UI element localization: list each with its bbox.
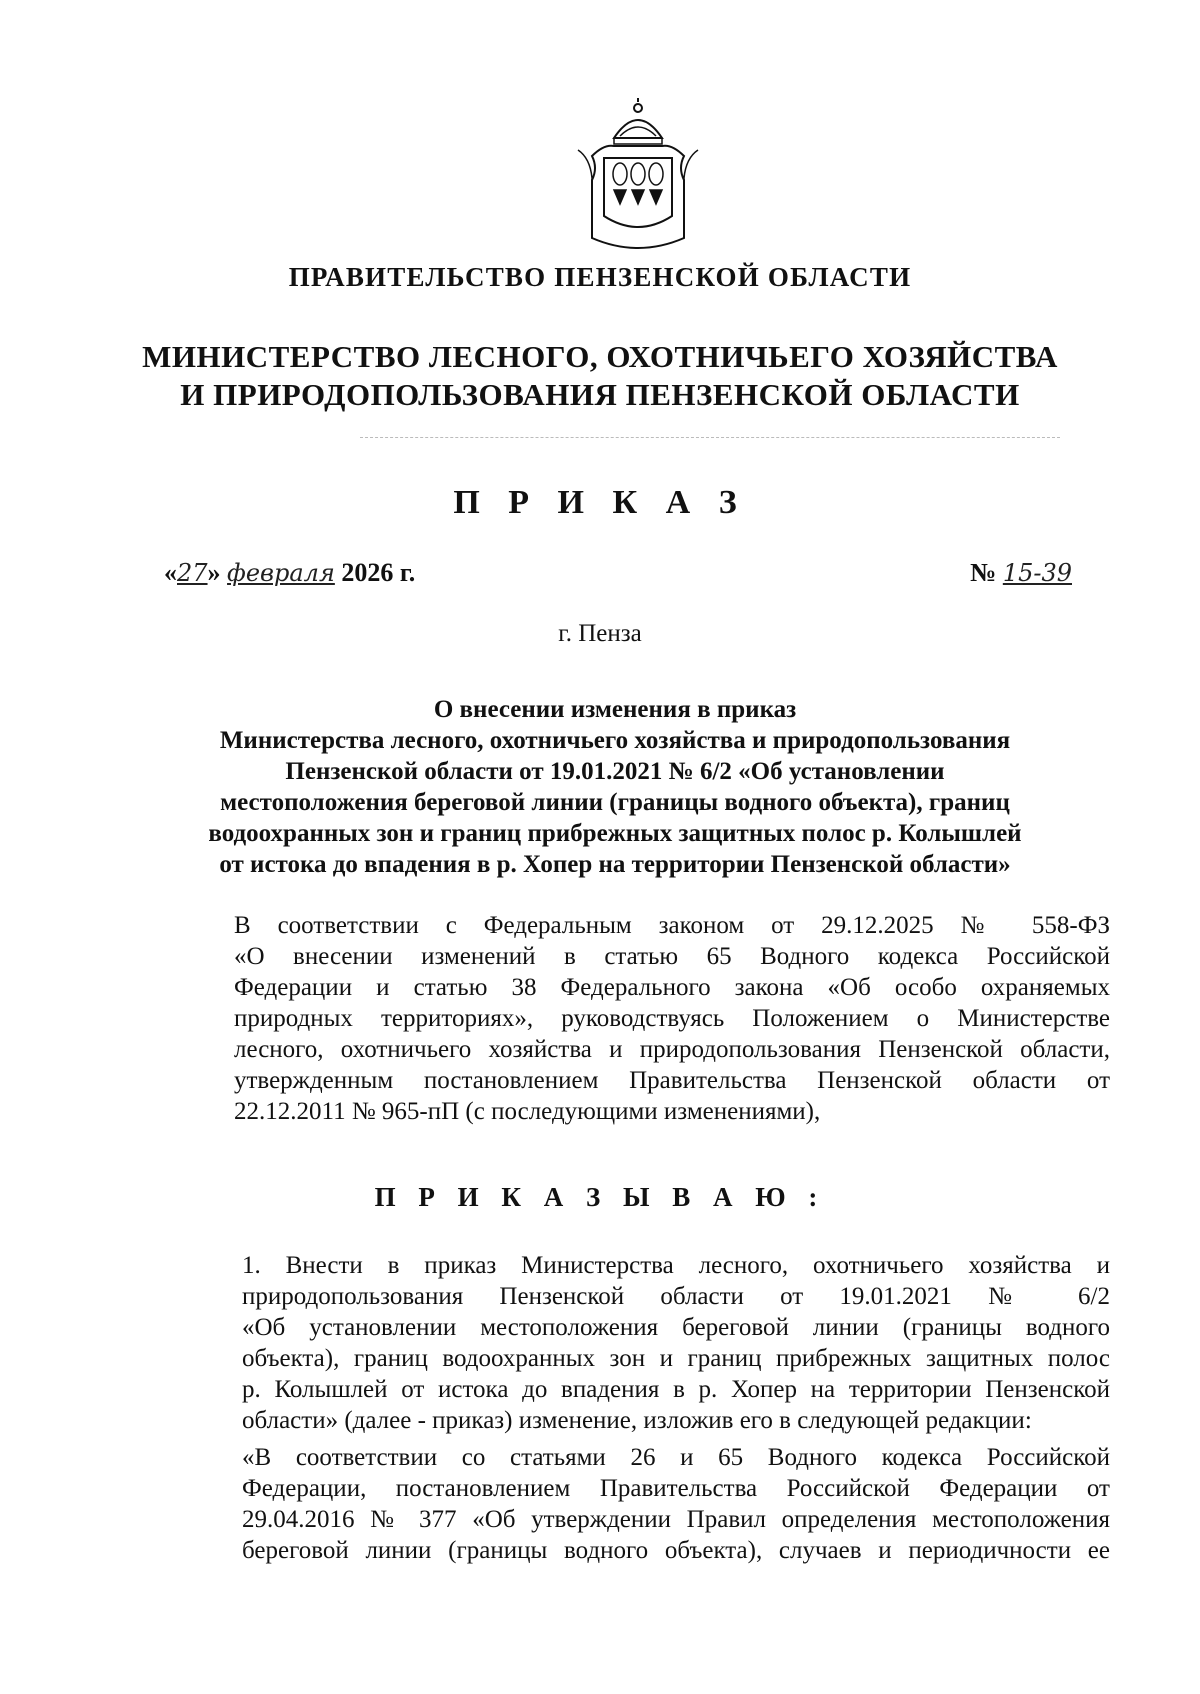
subject-line: местоположения береговой линии (границы водного объекта), границ bbox=[220, 789, 1010, 816]
government-heading: ПРАВИТЕЛЬСТВО ПЕНЗЕНСКОЙ ОБЛАСТИ bbox=[288, 262, 912, 292]
ministry-heading bbox=[0, 338, 1200, 414]
item-1-line: природопользования Пензенской области от 19.01.2021 № 6/2 bbox=[242, 1283, 1110, 1310]
item-1-new-text-line: береговой линии (границы водного объекта), случаев и периодичности ее bbox=[242, 1537, 1110, 1564]
ministry-heading-line: МИНИСТЕРСТВО ЛЕСНОГО, ОХОТНИЧЬЕГО ХОЗЯЙСТВА bbox=[142, 339, 1058, 374]
order-heading: П Р И К А З Ы В А Ю : bbox=[374, 1182, 826, 1212]
item-1-line: объекта), границ водоохранных зон и границ прибрежных защитных полос bbox=[242, 1345, 1110, 1372]
item-1-line: р. Колышлей от истока до впадения в р. Хопер на территории Пензенской bbox=[242, 1376, 1110, 1403]
ministry-heading-line: И ПРИРОДОПОЛЬЗОВАНИЯ ПЕНЗЕНСКОЙ ОБЛАСТИ bbox=[180, 377, 1020, 412]
item-1-new-text-line: «В соответствии со статьями 26 и 65 Водного кодекса Российской bbox=[242, 1444, 1110, 1471]
date-year: 2026 г. bbox=[341, 558, 416, 587]
date-open-quote: « bbox=[164, 558, 177, 587]
document-subject bbox=[150, 694, 1080, 880]
subject-line: Пензенской области от 19.01.2021 № 6/2 «Об установлении bbox=[285, 758, 945, 785]
preamble-line: В соответствии с Федеральным законом от 29.12.2025 № 558-ФЗ bbox=[234, 912, 1110, 939]
item-1-line: «Об установлении местоположения береговой линии (границы водного bbox=[242, 1314, 1110, 1341]
document-type-title: П Р И К А З bbox=[453, 484, 747, 521]
item-1-line: 1. Внести в приказ Министерства лесного, охотничьего хозяйства и bbox=[242, 1252, 1110, 1279]
item-1-line: области» (далее - приказ) изменение, изложив его в следующей редакции: bbox=[242, 1407, 1032, 1434]
subject-line: от истока до впадения в р. Хопер на территории Пензенской области» bbox=[219, 851, 1011, 878]
preamble-line: 22.12.2011 № 965-пП (с последующими изменениями), bbox=[234, 1098, 821, 1125]
preamble-line: лесного, охотничьего хозяйства и природопользования Пензенской области, bbox=[234, 1036, 1110, 1063]
preamble-line: утвержденным постановлением Правительства Пензенской области от bbox=[234, 1067, 1110, 1094]
item-1-new-text-line: 29.04.2016 № 377 «Об утверждении Правил определения местоположения bbox=[242, 1506, 1110, 1533]
header-divider bbox=[360, 437, 1060, 438]
subject-line: Министерства лесного, охотничьего хозяйства и природопользования bbox=[219, 727, 1011, 754]
subject-line: О внесении изменения в приказ bbox=[433, 696, 797, 723]
preamble-line: природных территориях», руководствуясь Положением о Министерстве bbox=[234, 1005, 1110, 1032]
date-day: 27 bbox=[177, 559, 208, 587]
preamble-line: Федерации и статью 38 Федерального закона «Об особо охраняемых bbox=[234, 974, 1110, 1001]
number-value: 15-39 bbox=[1002, 559, 1072, 587]
document-number bbox=[970, 558, 1072, 588]
preamble-line: «О внесении изменений в статью 65 Водного кодекса Российской bbox=[234, 943, 1110, 970]
subject-line: водоохранных зон и границ прибрежных защитных полос р. Колышлей bbox=[208, 820, 1022, 847]
date-month: февраля bbox=[227, 559, 335, 587]
preamble-paragraph bbox=[170, 910, 1110, 1127]
document-city: г. Пенза bbox=[558, 620, 642, 647]
date-close-quote: » bbox=[207, 558, 221, 587]
item-1-paragraph bbox=[170, 1250, 1110, 1436]
coat-of-arms-emblem bbox=[574, 98, 702, 254]
number-prefix: № bbox=[970, 558, 997, 587]
item-1-new-text-line: Федерации, постановлением Правительства Российской Федерации от bbox=[242, 1475, 1110, 1502]
document-date bbox=[164, 558, 415, 588]
item-1-new-text-paragraph bbox=[170, 1442, 1110, 1566]
